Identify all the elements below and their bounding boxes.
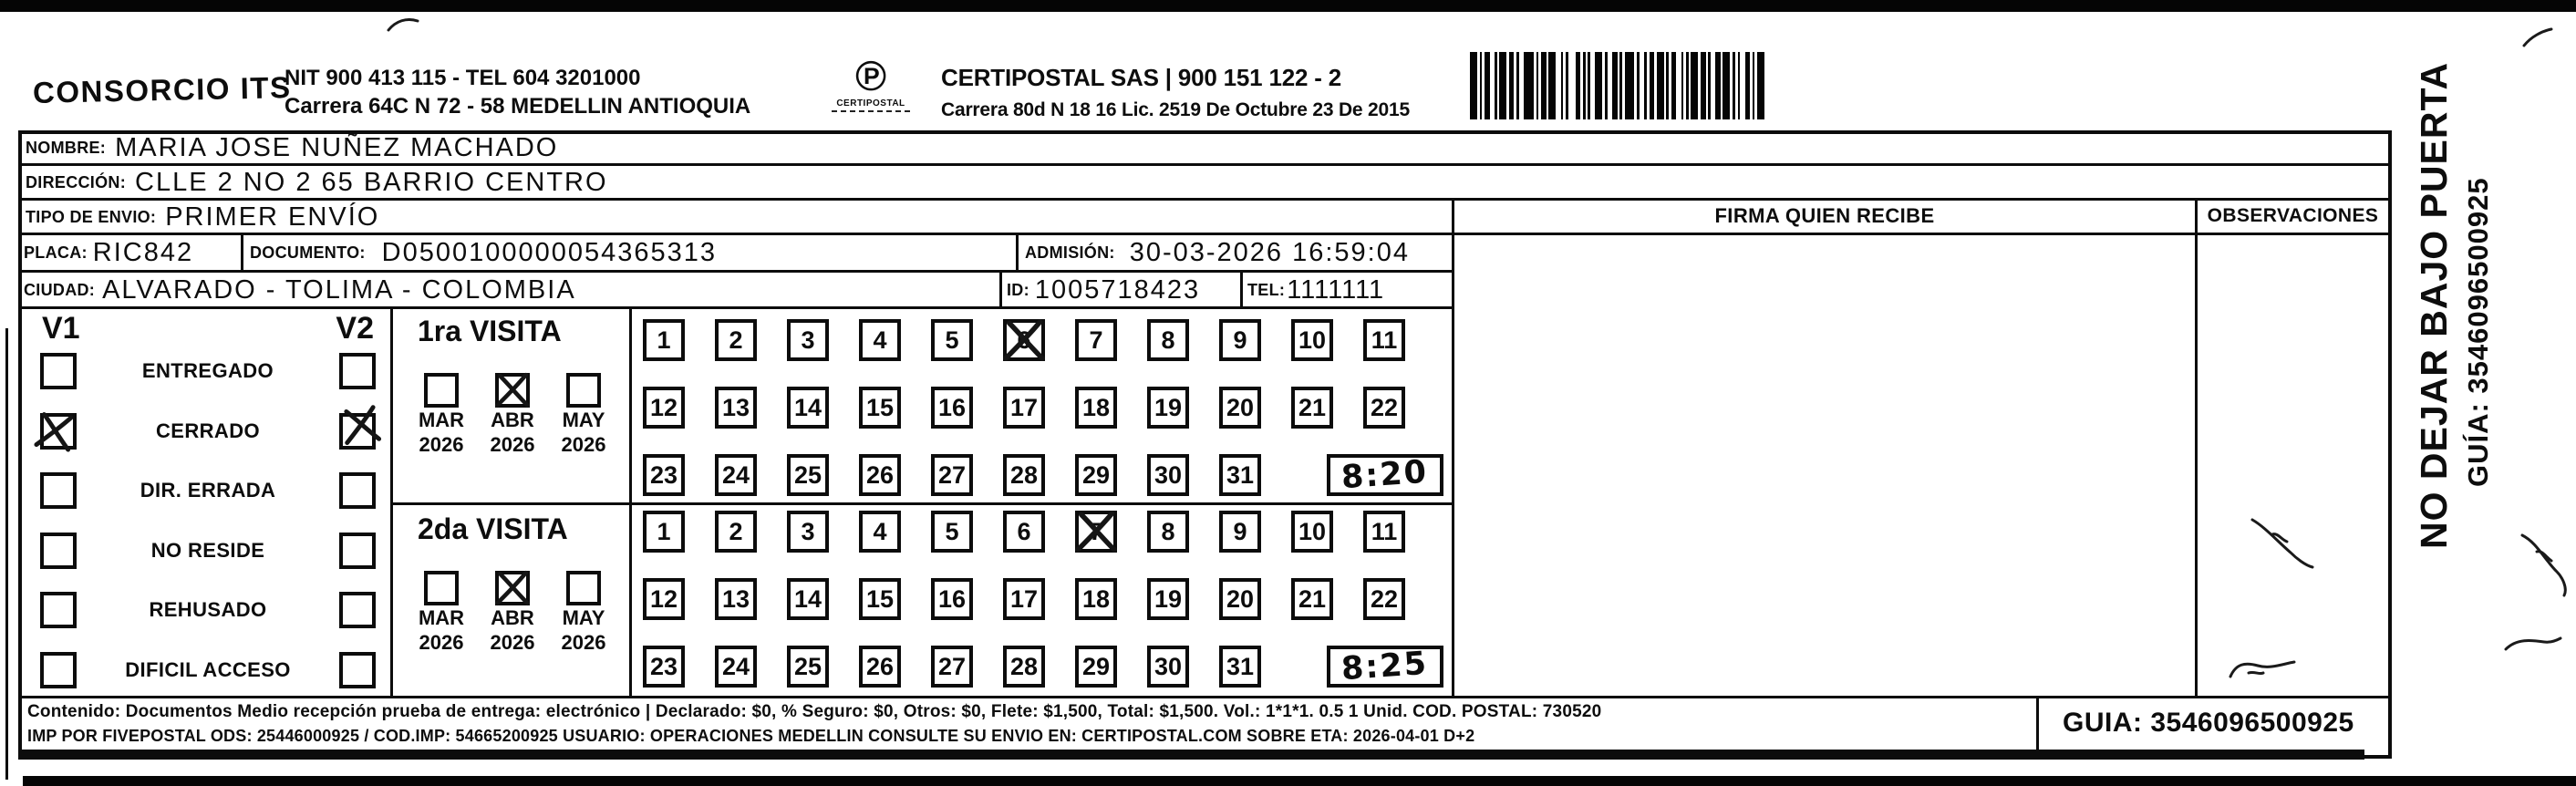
day-number: 22	[1370, 584, 1399, 613]
observaciones-scribble-2	[2223, 653, 2311, 682]
nombre-value: MARIA JOSE NUÑEZ MACHADO	[115, 132, 559, 162]
calendar-day-20	[1219, 387, 1261, 429]
side-note-guia: GUÍA: 3546096500925	[2462, 177, 2494, 487]
day-number: 4	[873, 326, 887, 354]
day-number: 11	[1371, 517, 1398, 545]
calendar-day-13	[715, 387, 757, 429]
calendar-day-18	[1075, 387, 1117, 429]
nombre-label: NOMBRE:	[26, 138, 107, 157]
day-number: 1	[657, 517, 671, 545]
calendar-day-3	[787, 511, 829, 553]
calendar-day-22	[1363, 387, 1405, 429]
day-number: 29	[1081, 652, 1111, 680]
form-bottom-bar	[18, 750, 2364, 760]
calendar-day-1	[643, 511, 685, 553]
calendar-day-11	[1363, 319, 1405, 361]
handwritten-x-mark	[493, 371, 532, 409]
calendar-day-13	[715, 578, 757, 620]
day-number: 3	[801, 517, 815, 545]
month-option-may	[549, 373, 618, 457]
day-number: 31	[1226, 460, 1255, 489]
day-number: 17	[1009, 584, 1039, 613]
day-number: 15	[865, 393, 895, 421]
day-number: 8	[1161, 326, 1175, 354]
day-number: 25	[793, 460, 822, 489]
direccion-value: CLLE 2 NO 2 65 BARRIO CENTRO	[135, 167, 608, 197]
divider	[390, 306, 393, 698]
calendar-row	[643, 454, 1443, 498]
visit-calendar-1	[643, 511, 1443, 689]
calendar-day-23	[643, 454, 685, 496]
divider	[18, 163, 2388, 166]
calendar-day-20	[1219, 578, 1261, 620]
calendar-row	[643, 387, 1443, 430]
status-option-label: DIFICIL ACCESO	[125, 657, 291, 681]
certipostal-logo-underline	[832, 110, 910, 112]
calendar-day-6	[1003, 511, 1045, 553]
divider	[2036, 696, 2039, 752]
month-label: MAR	[418, 606, 465, 629]
operator-address-line: Carrera 80d N 18 16 Lic. 2519 De Octubre 23 De 2015	[941, 99, 1410, 120]
company-nit-line: NIT 900 413 115 - TEL 604 3201000	[284, 66, 641, 90]
calendar-day-19	[1147, 578, 1189, 620]
day-number: 21	[1298, 584, 1327, 613]
day-number: 16	[937, 584, 967, 613]
calendar-day-28	[1003, 646, 1045, 688]
margin-scribble-top-right	[2517, 24, 2557, 51]
visit-2-title: 2da VISITA	[418, 512, 568, 545]
calendar-day-17	[1003, 578, 1045, 620]
handwritten-x-mark	[493, 569, 532, 607]
calendar-day-18	[1075, 578, 1117, 620]
certipostal-logo	[832, 52, 910, 112]
month-option-mar	[407, 373, 476, 457]
day-number: 27	[937, 652, 967, 680]
direccion-label: DIRECCIÓN:	[26, 172, 126, 191]
scan-top-edge	[0, 0, 2576, 12]
day-number: 14	[793, 584, 822, 613]
ciudad-label: CIUDAD:	[24, 280, 96, 299]
divider	[390, 502, 1454, 505]
direccion-row	[26, 167, 608, 198]
footer-imp-line: IMP POR FIVEPOSTAL ODS: 25446000925 / COD.IMP: 54665200925 USUARIO: OPERACIONES MEDELLIN CONSULTE SU ENVIO EN: CERTIPOSTAL.COM SOBRE ETA: 2026-04-01 D+2	[27, 727, 1475, 745]
month-checkbox	[566, 571, 601, 605]
v2-checkbox	[339, 353, 376, 389]
calendar-day-31	[1219, 454, 1261, 496]
calendar-day-7	[1075, 319, 1117, 361]
calendar-day-5	[931, 511, 973, 553]
day-number: 5	[945, 326, 959, 354]
calendar-day-14	[787, 578, 829, 620]
calendar-day-4	[859, 319, 901, 361]
calendar-day-16	[931, 387, 973, 429]
calendar-day-19	[1147, 387, 1189, 429]
calendar-day-27	[931, 646, 973, 688]
footer-content-line: Contenido: Documentos Medio recepción prueba de entrega: electrónico | Declarado: $0, % Seguro: $0, Otros: $0, Flete: $1,500, Total: $1,500. Vol.: 1*1*1. 0.5 1 Unid. COD. POSTAL: 730520	[27, 702, 1602, 721]
calendar-day-7	[1075, 511, 1117, 553]
tel-value: 1111111	[1287, 274, 1385, 305]
operator-name-line: CERTIPOSTAL SAS | 900 151 122 - 2	[941, 64, 1342, 91]
calendar-day-2	[715, 511, 757, 553]
month-year: 2026	[490, 631, 535, 654]
month-checkbox	[495, 571, 530, 605]
status-option-cerrado	[18, 413, 390, 450]
visit-1-title: 1ra VISITA	[418, 315, 562, 347]
calendar-day-22	[1363, 578, 1405, 620]
admision-cell	[1025, 235, 1410, 270]
month-year: 2026	[419, 631, 464, 654]
calendar-day-30	[1147, 454, 1189, 496]
day-number: 12	[649, 393, 678, 421]
calendar-day-25	[787, 646, 829, 688]
calendar-day-26	[859, 454, 901, 496]
divider	[1452, 198, 1454, 698]
day-number: 19	[1154, 393, 1183, 421]
handwritten-x-mark	[26, 407, 83, 454]
shipment-barcode	[1470, 52, 1785, 119]
day-number: 10	[1298, 326, 1327, 354]
day-number: 21	[1298, 393, 1327, 421]
tipo-envio-label: TIPO DE ENVIO:	[26, 207, 157, 226]
firma-quien-recibe-header: FIRMA QUIEN RECIBE	[1714, 204, 1935, 227]
day-number: 8	[1161, 517, 1175, 545]
handwritten-x-mark	[336, 402, 388, 448]
visit-calendar-0	[643, 319, 1443, 498]
day-number: 17	[1009, 393, 1039, 421]
status-option-label: DIR. ERRADA	[140, 479, 276, 502]
v1-checkbox	[40, 652, 77, 688]
observaciones-header: OBSERVACIONES	[2207, 205, 2379, 226]
calendar-day-25	[787, 454, 829, 496]
company-contact-block	[284, 64, 750, 120]
id-cell	[1007, 273, 1200, 307]
footer-guia-number: GUIA: 3546096500925	[2063, 708, 2354, 738]
day-number: 18	[1081, 393, 1111, 421]
day-number: 13	[721, 584, 750, 613]
month-checkbox	[424, 373, 459, 408]
calendar-day-9	[1219, 319, 1261, 361]
calendar-day-3	[787, 319, 829, 361]
calendar-day-15	[859, 578, 901, 620]
month-checkbox	[424, 571, 459, 605]
calendar-day-28	[1003, 454, 1045, 496]
day-number: 9	[1233, 326, 1247, 354]
side-note-no-dejar: NO DEJAR BAJO PUERTA	[2413, 61, 2455, 549]
documento-cell	[250, 235, 717, 270]
calendar-day-4	[859, 511, 901, 553]
certipostal-logo-icon: ℗	[855, 52, 886, 99]
day-number: 10	[1298, 517, 1327, 545]
day-number: 20	[1226, 584, 1255, 613]
day-number: 6	[1017, 517, 1031, 545]
v1-column-label: V1	[42, 311, 80, 346]
month-year: 2026	[490, 433, 535, 456]
admision-label: ADMISIÓN:	[1025, 243, 1115, 262]
calendar-day-24	[715, 454, 757, 496]
visit-block-1	[394, 309, 627, 502]
day-number: 29	[1081, 460, 1111, 489]
day-number: 22	[1370, 393, 1399, 421]
status-option-entregado	[18, 353, 390, 389]
calendar-day-21	[1291, 578, 1333, 620]
calendar-day-31	[1219, 646, 1261, 688]
tel-cell	[1247, 273, 1384, 307]
calendar-day-11	[1363, 511, 1405, 553]
company-address-line: Carrera 64C N 72 - 58 MEDELLIN ANTIOQUIA	[284, 94, 751, 119]
day-number: 14	[793, 393, 822, 421]
ciudad-value: ALVARADO - TOLIMA - COLOMBIA	[102, 274, 576, 305]
day-number: 13	[721, 393, 750, 421]
divider	[2195, 198, 2198, 698]
day-number: 30	[1154, 460, 1183, 489]
month-checkbox	[495, 373, 530, 408]
calendar-day-16	[931, 578, 973, 620]
day-number: 9	[1233, 517, 1247, 545]
v1-checkbox	[40, 413, 77, 450]
certipostal-logo-text: CERTIPOSTAL	[836, 98, 905, 109]
status-option-no-reside	[18, 533, 390, 569]
calendar-day-17	[1003, 387, 1045, 429]
calendar-row	[643, 578, 1443, 622]
divider	[1240, 270, 1243, 309]
v2-column-label: V2	[336, 311, 374, 346]
tipo-envio-value: PRIMER ENVÍO	[165, 202, 380, 232]
calendar-day-9	[1219, 511, 1261, 553]
month-option-abr	[478, 373, 547, 457]
day-number: 6	[1017, 326, 1031, 354]
month-year: 2026	[419, 433, 464, 456]
operator-contact-block	[941, 64, 1410, 121]
divider	[1016, 233, 1019, 273]
day-number: 25	[793, 652, 822, 680]
visit-block-2	[394, 507, 627, 696]
day-number: 3	[801, 326, 815, 354]
calendar-day-2	[715, 319, 757, 361]
day-number: 11	[1371, 326, 1398, 354]
day-number: 7	[1089, 326, 1103, 354]
day-number: 2	[729, 517, 743, 545]
calendar-day-30	[1147, 646, 1189, 688]
handwritten-time-box	[1327, 646, 1443, 688]
divider	[999, 270, 1002, 309]
v1-checkbox	[40, 472, 77, 509]
documento-value: D0500100000054365313	[381, 237, 718, 267]
month-label: MAY	[562, 409, 605, 431]
day-number: 16	[937, 393, 967, 421]
v2-checkbox	[339, 472, 376, 509]
placa-label: PLACA:	[24, 243, 88, 262]
day-number: 18	[1081, 584, 1111, 613]
month-label: MAY	[562, 606, 605, 629]
tel-label: TEL:	[1247, 280, 1286, 299]
status-panel	[18, 309, 390, 696]
day-number: 24	[721, 460, 750, 489]
day-number: 12	[649, 584, 678, 613]
month-label: ABR	[491, 606, 534, 629]
day-number: 27	[937, 460, 967, 489]
nombre-row	[26, 132, 558, 163]
status-option-rehusado	[18, 592, 390, 628]
margin-scribble-lower	[2500, 629, 2566, 657]
day-number: 26	[865, 460, 895, 489]
company-name: CONSORCIO ITS	[32, 70, 292, 109]
ciudad-cell	[24, 273, 576, 307]
scan-bottom-edge	[23, 776, 2576, 786]
calendar-day-8	[1147, 511, 1189, 553]
documento-label: DOCUMENTO:	[250, 243, 366, 262]
v2-checkbox	[339, 652, 376, 688]
handwritten-time-note: 8:25	[1340, 645, 1430, 688]
day-number: 19	[1154, 584, 1183, 613]
calendar-row	[643, 646, 1443, 689]
calendar-day-27	[931, 454, 973, 496]
divider	[241, 233, 243, 273]
handwritten-time-note: 8:20	[1340, 453, 1430, 497]
day-number: 28	[1009, 652, 1039, 680]
day-number: 1	[657, 326, 671, 354]
month-year: 2026	[561, 433, 606, 456]
id-label: ID:	[1007, 280, 1029, 299]
day-number: 30	[1154, 652, 1183, 680]
placa-cell	[24, 235, 193, 270]
status-option-dificil-acceso	[18, 652, 390, 688]
v2-checkbox	[339, 592, 376, 628]
day-number: 26	[865, 652, 895, 680]
calendar-day-8	[1147, 319, 1189, 361]
divider	[18, 696, 2388, 698]
v2-checkbox	[339, 413, 376, 450]
month-label: MAR	[418, 409, 465, 431]
placa-value: RIC842	[92, 237, 194, 267]
calendar-day-15	[859, 387, 901, 429]
status-option-label: REHUSADO	[149, 598, 267, 622]
calendar-day-12	[643, 387, 685, 429]
visit-months-0	[407, 373, 618, 457]
day-number: 4	[873, 517, 887, 545]
handwritten-time-box	[1327, 454, 1443, 496]
calendar-day-10	[1291, 511, 1333, 553]
month-checkbox	[566, 373, 601, 408]
calendar-row	[643, 511, 1443, 554]
month-option-mar	[407, 571, 476, 655]
status-option-dir-errada	[18, 472, 390, 509]
calendar-day-12	[643, 578, 685, 620]
id-value: 1005718423	[1034, 274, 1201, 305]
v2-checkbox	[339, 533, 376, 569]
day-number: 15	[865, 584, 895, 613]
day-number: 2	[729, 326, 743, 354]
scan-left-edge-line	[5, 328, 8, 780]
calendar-day-1	[643, 319, 685, 361]
calendar-day-29	[1075, 454, 1117, 496]
day-number: 7	[1089, 517, 1103, 545]
day-number: 20	[1226, 393, 1255, 421]
admision-value: 30-03-2026 16:59:04	[1129, 237, 1410, 267]
observaciones-scribble-1	[2241, 511, 2325, 578]
month-option-may	[549, 571, 618, 655]
divider	[629, 306, 632, 698]
month-year: 2026	[561, 631, 606, 654]
margin-scribble-upper	[2509, 524, 2576, 611]
v1-checkbox	[40, 533, 77, 569]
pen-mark-top	[383, 14, 423, 36]
calendar-day-26	[859, 646, 901, 688]
status-options	[18, 353, 390, 688]
calendar-row	[643, 319, 1443, 363]
day-number: 24	[721, 652, 750, 680]
v1-checkbox	[40, 353, 77, 389]
calendar-day-21	[1291, 387, 1333, 429]
day-number: 5	[945, 517, 959, 545]
status-option-label: ENTREGADO	[141, 359, 274, 382]
visit-months-1	[407, 571, 618, 655]
day-number: 23	[649, 460, 678, 489]
day-number: 23	[649, 652, 678, 680]
tipo-envio-row	[26, 202, 379, 233]
calendar-day-10	[1291, 319, 1333, 361]
calendar-day-14	[787, 387, 829, 429]
day-number: 28	[1009, 460, 1039, 489]
day-number: 31	[1226, 652, 1255, 680]
calendar-day-29	[1075, 646, 1117, 688]
month-option-abr	[478, 571, 547, 655]
v1-checkbox	[40, 592, 77, 628]
calendar-day-24	[715, 646, 757, 688]
status-option-label: NO RESIDE	[150, 538, 265, 562]
month-label: ABR	[491, 409, 534, 431]
calendar-day-5	[931, 319, 973, 361]
calendar-day-6	[1003, 319, 1045, 361]
status-option-label: CERRADO	[155, 419, 261, 442]
calendar-day-23	[643, 646, 685, 688]
